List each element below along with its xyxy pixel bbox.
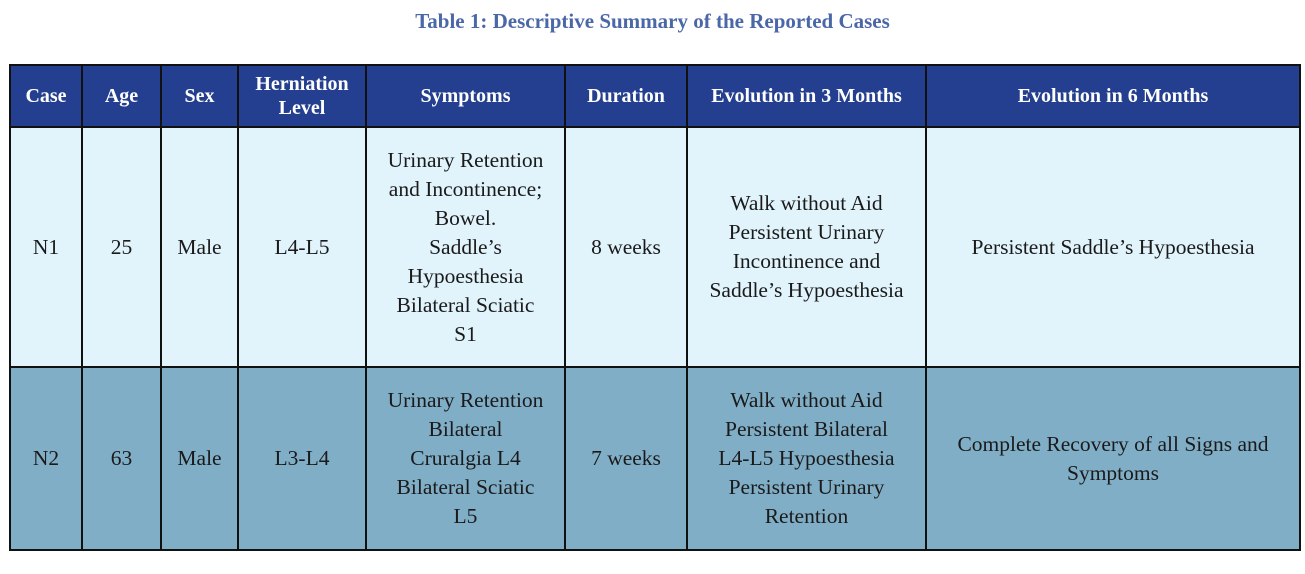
cases-summary-table <box>9 64 1301 551</box>
column-header-herniation-level: Herniation Level <box>238 65 366 127</box>
cell-case: N2 <box>10 367 82 550</box>
table-row <box>10 367 1300 550</box>
header-row <box>10 65 1300 127</box>
cell-evolution-6-months: Complete Recovery of all Signs and Symptoms <box>926 367 1300 550</box>
column-header-symptoms: Symptoms <box>366 65 565 127</box>
table-caption: Table 1: Descriptive Summary of the Reported Cases <box>415 9 890 33</box>
cell-age: 25 <box>82 127 161 367</box>
cell-herniation-level: L4-L5 <box>238 127 366 367</box>
cell-sex: Male <box>161 127 238 367</box>
column-header-age: Age <box>82 65 161 127</box>
cell-duration: 8 weeks <box>565 127 687 367</box>
cell-case: N1 <box>10 127 82 367</box>
column-header-evolution-3-months: Evolution in 3 Months <box>687 65 926 127</box>
cell-sex: Male <box>161 367 238 550</box>
column-header-sex: Sex <box>161 65 238 127</box>
column-header-evolution-6-months: Evolution in 6 Months <box>926 65 1300 127</box>
table-row <box>10 127 1300 367</box>
cell-herniation-level: L3-L4 <box>238 367 366 550</box>
column-header-case: Case <box>10 65 82 127</box>
cell-duration: 7 weeks <box>565 367 687 550</box>
cell-symptoms: Urinary Retention Bilateral Cruralgia L4 Bilateral Sciatic L5 <box>366 367 565 550</box>
cell-symptoms: Urinary Retention and Incontinence; Bowel. Saddle’s Hypoesthesia Bilateral Sciatic S1 <box>366 127 565 367</box>
cell-evolution-3-months: Walk without Aid Persistent Urinary Incontinence and Saddle’s Hypoesthesia <box>687 127 926 367</box>
cell-evolution-6-months: Persistent Saddle’s Hypoesthesia <box>926 127 1300 367</box>
cell-age: 63 <box>82 367 161 550</box>
column-header-duration: Duration <box>565 65 687 127</box>
cell-evolution-3-months: Walk without Aid Persistent Bilateral L4-L5 Hypoesthesia Persistent Urinary Retention <box>687 367 926 550</box>
